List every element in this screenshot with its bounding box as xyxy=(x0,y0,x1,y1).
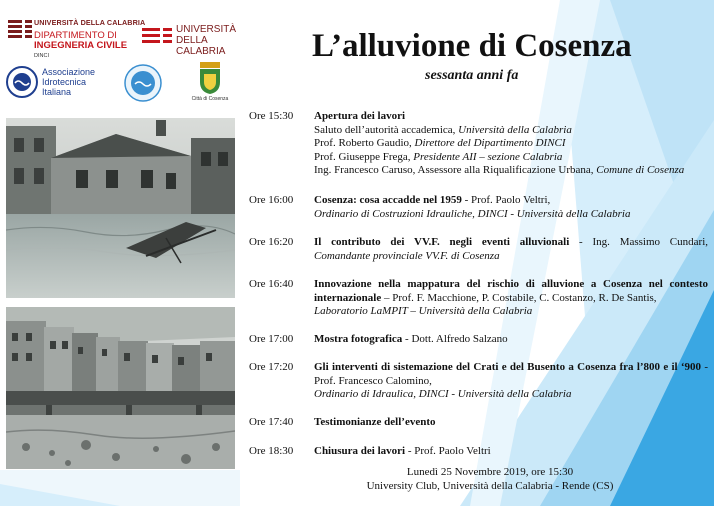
schedule-affiliation: Laboratorio LaMPIT – Università della Calabria xyxy=(314,305,533,317)
schedule-body xyxy=(314,333,708,347)
schedule-title: Apertura dei lavori xyxy=(314,110,406,122)
schedule-title: Mostra fotografica xyxy=(314,333,403,345)
schedule-body xyxy=(314,361,708,402)
schedule-affiliation: Ordinario di Idraulica, DINCI - Università della Calabria xyxy=(314,388,572,400)
speaker-line: Saluto dell’autorità accademica, Università della Calabria xyxy=(314,123,572,136)
page-title: L’alluvione di Cosenza xyxy=(312,28,632,64)
schedule-time: Ore 17:40 xyxy=(249,416,294,428)
schedule-speaker: - Prof. Francesco Calomino, xyxy=(314,361,708,387)
calabria-section-emblem-icon xyxy=(124,64,162,102)
logo-area xyxy=(0,0,280,112)
cosenza-crest-icon xyxy=(190,60,230,96)
schedule-body xyxy=(314,110,708,178)
unical-dinci-line1: UNIVERSITÀ DELLA CALABRIA xyxy=(34,18,146,27)
schedule-speaker: - Prof. Paolo Veltri, xyxy=(461,194,551,206)
aii-logo-text: Associazione Idrotecnica Italiana xyxy=(42,67,96,97)
schedule-body xyxy=(314,194,708,221)
unical-dinci-logo xyxy=(4,12,146,60)
speaker-line: Prof. Roberto Gaudio, Direttore del Dipartimento DINCI xyxy=(314,137,566,149)
cosenza-crest-label: Città di Cosenza xyxy=(191,96,229,102)
schedule-time: Ore 17:00 xyxy=(249,333,294,345)
schedule-time: Ore 15:30 xyxy=(249,110,294,122)
schedule-speaker: - Prof. Paolo Veltri xyxy=(405,445,491,457)
unical-bars-icon xyxy=(142,26,172,48)
schedule-body xyxy=(314,445,708,459)
schedule-time: Ore 16:00 xyxy=(249,194,294,206)
event-footer xyxy=(340,465,640,493)
speaker-line: Prof. Giuseppe Frega, Presidente AII – sezione Calabria xyxy=(314,150,563,163)
speaker-line: Ing. Francesco Caruso, Assessore alla Riqualificazione Urbana, Comune di Cosenza xyxy=(314,164,685,176)
schedule-title: Chiusura dei lavori xyxy=(314,445,406,457)
schedule-affiliation: Comandante provinciale VV.F. di Cosenza xyxy=(314,249,500,262)
flood-buildings-image xyxy=(6,118,235,298)
aii-emblem-icon xyxy=(6,66,38,98)
flood-photo-buildings xyxy=(6,118,235,298)
event-venue: University Club, Università della Calabria - Rende (CS) xyxy=(366,480,614,492)
unical-dinci-dept: DIPARTIMENTO DI INGEGNERIA CIVILE xyxy=(34,30,128,51)
schedule-time: Ore 16:20 xyxy=(249,236,294,248)
event-date: Lunedì 25 Novembre 2019, ore 15:30 xyxy=(406,466,574,478)
schedule-title: Il contributo dei VV.F. negli eventi alluvionali xyxy=(314,236,570,248)
flood-photo-river xyxy=(6,307,235,469)
schedule-title: Cosenza: cosa accadde nel 1959 xyxy=(314,194,462,206)
schedule-body xyxy=(314,278,708,319)
unical-dinci-short: DINCI xyxy=(34,53,49,59)
cosenza-crest-logo xyxy=(190,60,230,108)
schedule-time: Ore 16:40 xyxy=(249,278,294,290)
schedule-time: Ore 18:30 xyxy=(249,445,294,457)
unical-logo xyxy=(140,22,260,57)
unical-mark-icon xyxy=(8,18,32,42)
schedule-title: Gli interventi di sistemazione del Crati e del Busento a Cosenza fra l’800 e il ‘900 xyxy=(314,361,702,373)
unical-logo-text: UNIVERSITÀ DELLA CALABRIA xyxy=(176,24,237,57)
schedule-speaker: – Prof. F. Macchione, P. Costabile, C. Costanzo, R. De Santis, xyxy=(381,291,657,304)
flood-river-image xyxy=(6,307,235,469)
page-subtitle: sessanta anni fa xyxy=(425,68,519,83)
schedule-title: Testimonianze dell’evento xyxy=(314,416,436,428)
schedule-speaker: - Dott. Alfredo Salzano xyxy=(402,333,508,345)
schedule-speaker: - Ing. Massimo Cundari, xyxy=(569,236,708,248)
aii-logo xyxy=(4,64,114,100)
schedule-title: Innovazione nella mappatura del rischio di alluvione a Cosenza nel contesto internazionale xyxy=(314,278,708,304)
schedule-body xyxy=(314,416,708,430)
schedule-body xyxy=(314,236,708,263)
schedule-time: Ore 17:20 xyxy=(249,361,294,373)
schedule-affiliation: Ordinario di Costruzioni Idrauliche, DINCI - Università della Calabria xyxy=(314,207,631,220)
